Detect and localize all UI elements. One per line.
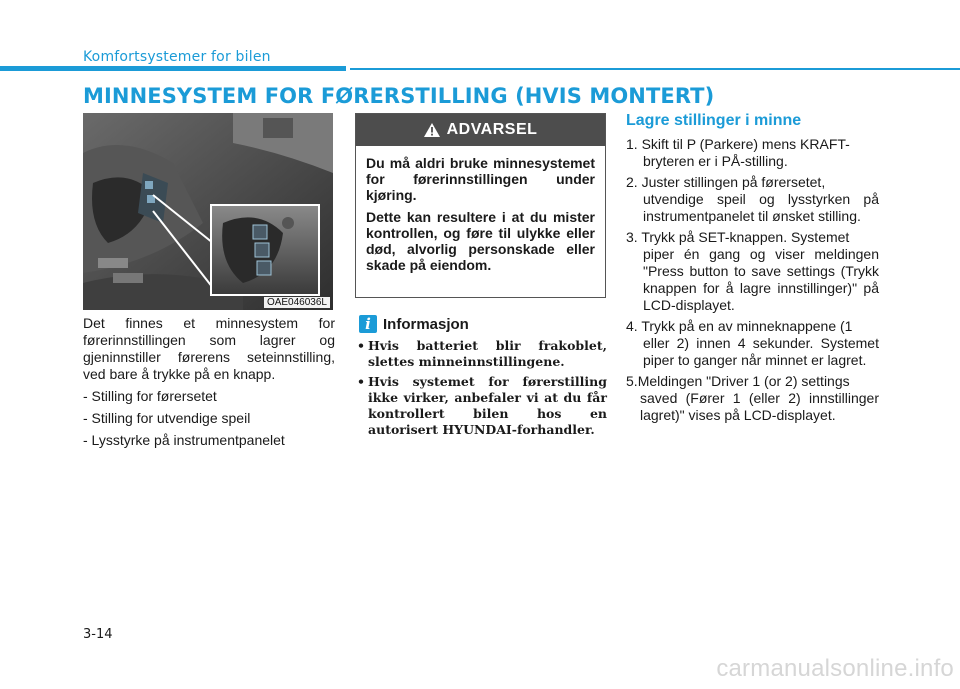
intro-paragraph: Det finnes et minnesystem for førerinnstillingen som lagrer og gjeninnstiller førerens seteinnstilling, ved bare å trykke på en knapp. (83, 315, 335, 382)
header-rule-thick (0, 66, 346, 71)
door-memory-buttons-photo (83, 113, 333, 310)
warning-body (356, 146, 605, 273)
step-continuation: saved (Fører 1 (eller 2) innstillinger lagret)" vises på LCD-displayet. (640, 390, 879, 423)
save-step (626, 174, 879, 225)
page-number: 3-14 (83, 627, 113, 642)
info-icon: i (359, 315, 377, 333)
step-first-line: Trykk på SET-knappen. Systemet (641, 229, 850, 245)
step-number: 4. (626, 318, 642, 334)
info-title: Informasjon (383, 315, 469, 333)
intro-text (83, 315, 335, 449)
step-first-line: Skift til P (Parkere) mens KRAFT- (641, 136, 850, 152)
step-continuation: utvendige speil og lysstyrken på instrumentpanelet til ønsket stilling. (643, 191, 879, 224)
section-title: Komfortsystemer for bilen (83, 49, 271, 65)
warning-paragraph: Du må aldri bruke minnesystemet for førerinnstillingen under kjøring. (366, 155, 595, 203)
warning-header (356, 114, 605, 146)
warning-paragraph: Dette kan resultere i at du mister kontrollen, og føre til ulykke eller død, alvorlig personskade eller skade på eiendom. (366, 209, 595, 273)
step-number: 2. (626, 174, 642, 190)
save-step (626, 373, 879, 424)
step-continuation: eller 2) innen 4 sekunder. Systemet piper to ganger når minnet er lagret. (643, 335, 879, 368)
save-step (626, 136, 879, 170)
warning-heading: ADVARSEL (446, 121, 538, 138)
warning-box (355, 113, 606, 298)
info-list (357, 338, 607, 438)
step-continuation: bryteren er i PÅ-stilling. (643, 153, 788, 169)
save-steps (626, 136, 879, 424)
warning-triangle-icon (424, 123, 440, 137)
step-first-line: Juster stillingen på førersetet, (641, 174, 826, 190)
intro-item: - Lysstyrke på instrumentpanelet (83, 432, 285, 448)
step-first-line: Meldingen "Driver 1 (or 2) settings (637, 373, 850, 389)
info-item: • Hvis systemet for førerstilling ikke virker, anbefaler vi at du får kontrollert bilen hos en autorisert HYUNDAI-forhandler. (357, 374, 607, 438)
door-panel-illustration (83, 113, 333, 310)
save-step (626, 318, 879, 369)
intro-item: - Stilling for førersetet (83, 388, 217, 404)
intro-item: - Stilling for utvendige speil (83, 410, 251, 426)
step-number: 1. (626, 136, 642, 152)
step-number: 3. (626, 229, 642, 245)
info-header (359, 315, 469, 333)
page-title: MINNESYSTEM FOR FØRERSTILLING (HVIS MONTERT) (83, 84, 715, 108)
save-step (626, 229, 879, 314)
save-section-title: Lagre stillinger i minne (626, 112, 802, 129)
header-rule-thin (350, 68, 960, 70)
step-continuation: piper én gang og viser meldingen "Press button to save settings (Trykk knappen for å lagre innstillinger)" på LCD-displayet. (643, 246, 879, 313)
step-first-line: Trykk på en av minneknappene (1 (641, 318, 853, 334)
photo-code: OAE046036L (264, 297, 330, 308)
watermark: carmanualsonline.info (716, 655, 954, 682)
step-number: 5. (626, 373, 638, 389)
info-item: • Hvis batteriet blir frakoblet, slettes minneinnstillingene. (357, 338, 607, 370)
